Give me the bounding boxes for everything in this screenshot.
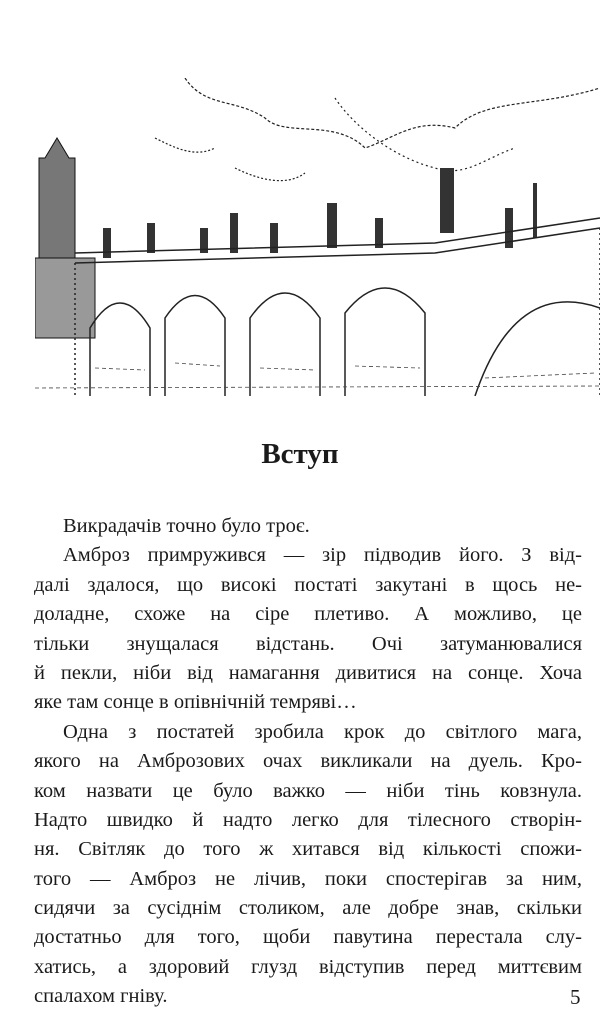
text-line: якого на Амброзових очах викликали на дуель. Кро- (34, 750, 582, 773)
text-line: яке там сонце в опівнічній темряві… (34, 691, 357, 714)
statues (103, 168, 537, 258)
text-line: Амброз примружився — зір підводив його. З від- (63, 544, 582, 567)
bridge-tower (35, 138, 95, 338)
text-line: хатись, а здоровий глузд відступив перед миттєвим (34, 955, 582, 978)
text-line: того — Амброз не лічив, поки спостерігав за ним, (34, 867, 582, 890)
text-line: Одна з постатей зробила крок до світлого мага, (63, 720, 582, 743)
cloud-sketch (185, 78, 600, 148)
text-line: Викрадачів точно було троє. (63, 515, 310, 537)
arch (90, 303, 150, 396)
text-line: доладне, схоже на сіре плетиво. А можливо, це (34, 603, 582, 626)
text-line: ком назвати це було важко — ніби тінь ковзнула. (34, 779, 582, 802)
arch (475, 302, 600, 396)
cloud-sketch (155, 138, 305, 181)
text-line: Надто швидко й надто легко для тілесного створін- (34, 808, 582, 831)
arch (250, 293, 320, 396)
page-number: 5 (570, 985, 581, 1009)
text-line: спалахом гніву. (34, 985, 168, 1008)
text-line: ня. Світляк до того ж хитався від кількості спожи- (34, 838, 582, 861)
text-line: тільки знущалася відстань. Очі затуманювалися (34, 632, 582, 655)
text-line: сидячи за сусіднім столиком, але добре знав, скільки (34, 897, 582, 920)
water-hatching (35, 363, 600, 388)
arch (345, 288, 425, 396)
chapter-title: Вступ (261, 438, 339, 470)
cloud-sketch (335, 98, 515, 171)
chapter-body-text (34, 512, 582, 1012)
text-line: й пекли, ніби від намагання дивитися на сонце. Хоча (34, 661, 582, 684)
bridge-illustration (35, 78, 600, 396)
arch (165, 296, 225, 397)
text-line: достатньо для того, щоби павутина перестала слу- (34, 926, 582, 949)
text-line: далі здалося, що високі постаті закутані в щось не- (34, 573, 582, 596)
